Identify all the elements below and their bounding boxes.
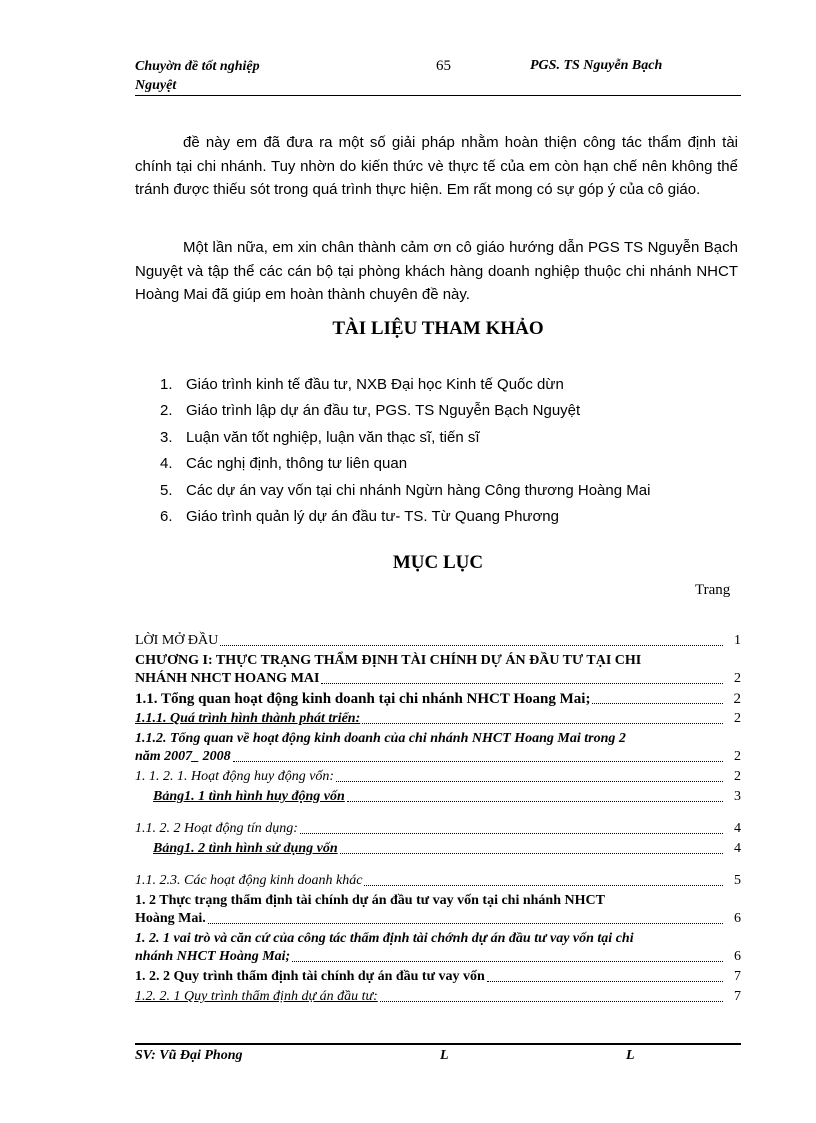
toc-entry[interactable]: 1.1. Tổng quan hoạt động kinh doanh tại chi nhánh NHCT Hoang Mai; 2	[135, 691, 741, 707]
leader-dots	[208, 923, 723, 924]
body-paragraph-2: Một lần nữa, em xin chân thành cảm ơn cô giáo hướng dẫn PGS TS Nguyễn Bạch Nguyệt và tập thể các cán bộ tại phòng khách hàng doanh nghiệp thuộc chi nhánh NHCT Hoàng Mai đã giúp em hoàn thành chuyên đề này.	[135, 239, 738, 303]
toc-entry[interactable]: Bảng1. 1 tình hình huy động vốn 3	[153, 789, 741, 804]
leader-dots	[364, 885, 723, 886]
leader-dots	[487, 981, 723, 982]
toc-entry[interactable]: 1. 2. 2 Quy trình thẩm định tài chính dự án đầu tư vay vốn 7	[135, 969, 741, 984]
toc-entry[interactable]: 1. 2. 1 vai trò và căn cứ của công tác thẩm định tài chớnh dự án đầu tư vay vốn tại chi nhánh NHCT Hoàng Mai; 6	[135, 931, 741, 964]
leader-dots	[347, 801, 723, 802]
toc-entry[interactable]: Bảng1. 2 tình hình sử dụng vốn 4	[153, 841, 741, 856]
toc-entry[interactable]: 1.2. 2. 1 Quy trình thẩm định dự án đầu tư: 7	[135, 989, 741, 1004]
reference-item: 5. Các dự án vay vốn tại chi nhánh Ngừn hàng Công thương Hoàng Mai	[160, 481, 651, 499]
table-of-contents	[135, 632, 741, 1006]
footer-rule	[135, 1043, 741, 1045]
leader-dots	[300, 833, 723, 834]
header-left-line2: Nguyệt	[135, 78, 177, 93]
footer-mark-1: L	[440, 1048, 449, 1063]
toc-entry[interactable]: 1. 1. 2. 1. Hoạt động huy động vốn: 2	[135, 769, 741, 784]
toc-entry[interactable]: 1.1.2. Tổng quan về hoạt động kinh doanh của chi nhánh NHCT Hoang Mai trong 2 năm 2007_ 2008 2	[135, 731, 741, 764]
body-paragraph-1: đề này em đã đưa ra một số giải pháp nhằm hoàn thiện công tác thẩm định tài chính tại chi nhánh. Tuy nhờn do kiến thức vè thực tế của em còn hạn chế nên không thể tránh được thiếu sót trong quá trình thực hiện. Em rất mong có sự góp ý của cô giáo.	[135, 134, 738, 198]
toc-entry[interactable]: 1.1. 2. 2 Hoạt động tín dụng: 4	[135, 821, 741, 836]
header-advisor: PGS. TS Nguyễn Bạch	[530, 58, 663, 73]
leader-dots	[321, 683, 723, 684]
leader-dots	[336, 781, 723, 782]
leader-dots	[362, 723, 723, 724]
reference-item: 3. Luận văn tốt nghiệp, luận văn thạc sĩ, tiến sĩ	[160, 428, 480, 446]
reference-item: 6. Giáo trình quản lý dự án đầu tư- TS. Từ Quang Phương	[160, 507, 559, 525]
footer-mark-2: L	[626, 1048, 635, 1063]
footer-student: SV: Vũ Đại Phong	[135, 1048, 243, 1063]
reference-item: 4. Các nghị định, thông tư liên quan	[160, 455, 408, 473]
page-number: 65	[436, 58, 451, 74]
reference-list	[160, 372, 650, 530]
references-title: TÀI LIỆU THAM KHẢO	[332, 318, 544, 339]
leader-dots	[233, 761, 723, 762]
toc-entry[interactable]: 1. 2 Thực trạng thẩm định tài chính dự án đầu tư vay vốn tại chi nhánh NHCT Hoàng Mai. 6	[135, 893, 741, 926]
leader-dots	[340, 853, 723, 854]
header-left-line1: Chuyờn đề tốt nghiệp	[135, 59, 260, 74]
leader-dots	[592, 703, 723, 704]
header-rule	[135, 95, 741, 96]
reference-item: 1. Giáo trình kinh tế đầu tư, NXB Đại học Kinh tế Quốc dừn	[160, 376, 564, 393]
header-title	[135, 57, 260, 95]
leader-dots	[292, 961, 723, 962]
leader-dots	[380, 1001, 723, 1002]
toc-entry[interactable]: 1.1. 2.3. Các hoạt động kinh doanh khác 5	[135, 873, 741, 888]
toc-page-label: Trang	[695, 582, 731, 598]
reference-item: 2. Giáo trình lập dự án đầu tư, PGS. TS Nguyễn Bạch Nguyệt	[160, 402, 581, 420]
toc-title: MỤC LỤC	[392, 552, 484, 573]
toc-entry[interactable]: LỜI MỞ ĐẦU 1	[135, 633, 741, 648]
toc-entry[interactable]: 1.1.1. Quá trình hình thành phát triển: 2	[135, 711, 741, 726]
toc-entry[interactable]: CHƯƠNG I: THỰC TRẠNG THẨM ĐỊNH TÀI CHÍNH DỰ ÁN ĐẦU TƯ TẠI CHI NHÁNH NHCT HOANG MAI 2	[135, 653, 741, 686]
leader-dots	[220, 645, 723, 646]
